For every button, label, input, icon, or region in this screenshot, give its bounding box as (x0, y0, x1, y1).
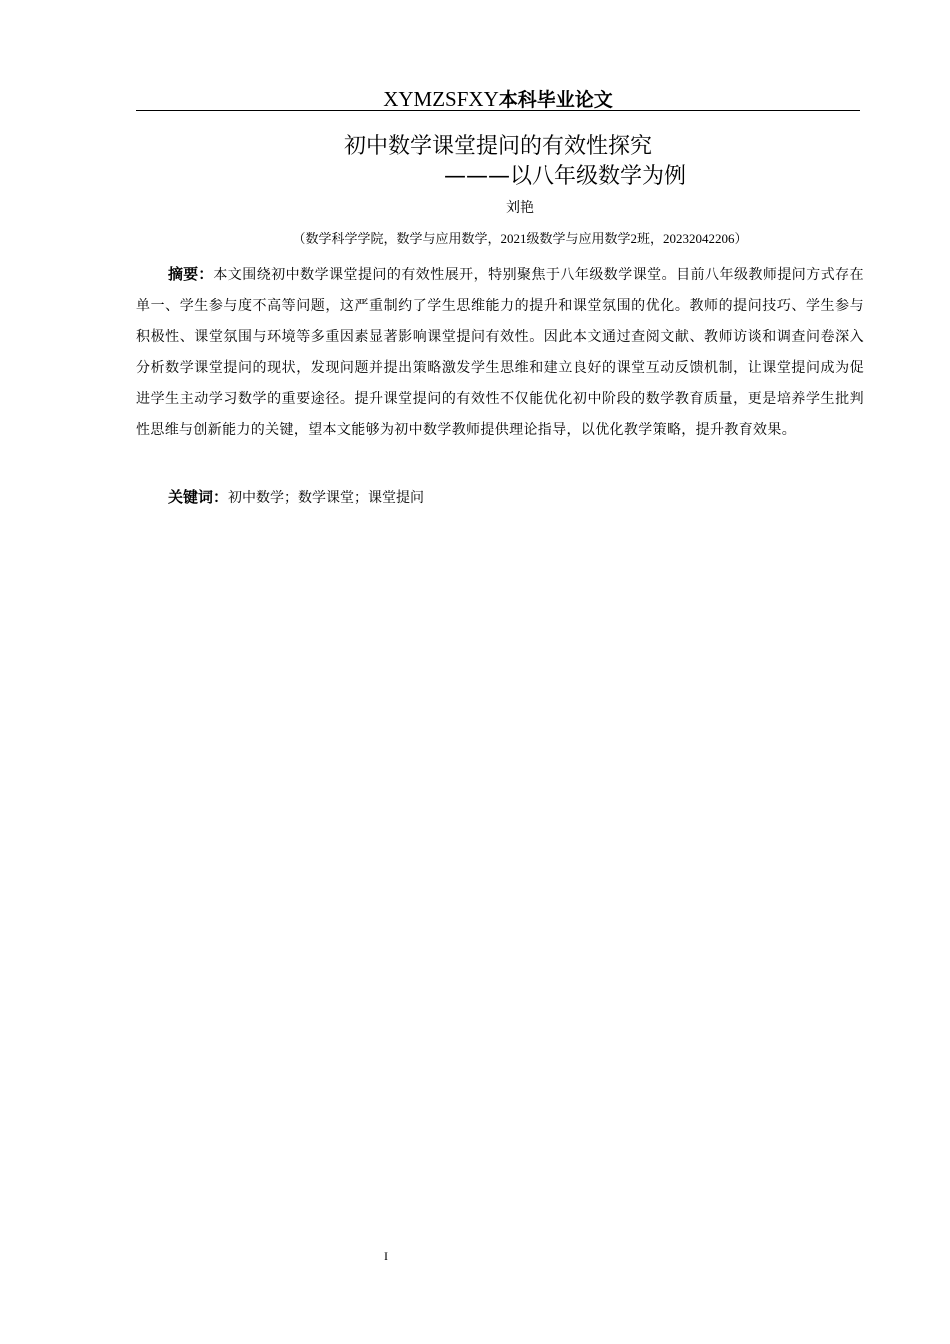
author-affiliation: （数学科学学院，数学与应用数学，2021级数学与应用数学2班，20232042206） (292, 231, 748, 246)
header-suffix: 本科毕业论文 (498, 89, 613, 111)
abstract-paragraph (136, 259, 864, 446)
paper-title: 初中数学课堂提问的有效性探究 (343, 134, 652, 159)
abstract-text: 本文围绕初中数学课堂提问的有效性展开，特别聚焦于八年级数学课堂。目前八年级教师提问方式存在单一、学生参与度不高等问题，这严重制约了学生思维能力的提升和课堂氛围的优化。教师的提问技巧、学生参与积极性、课堂氛围与环境等多重因素显著影响课堂提问有效性。因此本文通过查阅文献、教师访谈和调查问卷深入分析数学课堂提问的现状，发现问题并提出策略激发学生思维和建立良好的课堂互动反馈机制，让课堂提问成为促进学生主动学习数学的重要途径。提升课堂提问的有效性不仅能优化初中阶段的数学教育质量，更是培养学生批判性思维与创新能力的关键，望本文能够为初中数学教师提供理论指导，以优化教学策略，提升教育效果。 (136, 267, 864, 438)
author-name: 刘艳 (506, 200, 534, 216)
abstract-label: 摘要： (168, 265, 214, 283)
paper-subtitle: ———以八年级数学为例 (444, 164, 687, 189)
keywords-label: 关键词： (168, 488, 229, 506)
keywords-text: 初中数学；数学课堂；课堂提问 (228, 490, 425, 506)
page-number: I (384, 1249, 388, 1263)
header-rule (136, 110, 860, 111)
header-code: XYMZSFXY (383, 87, 499, 111)
keywords-line (168, 482, 424, 514)
running-header (136, 86, 860, 113)
